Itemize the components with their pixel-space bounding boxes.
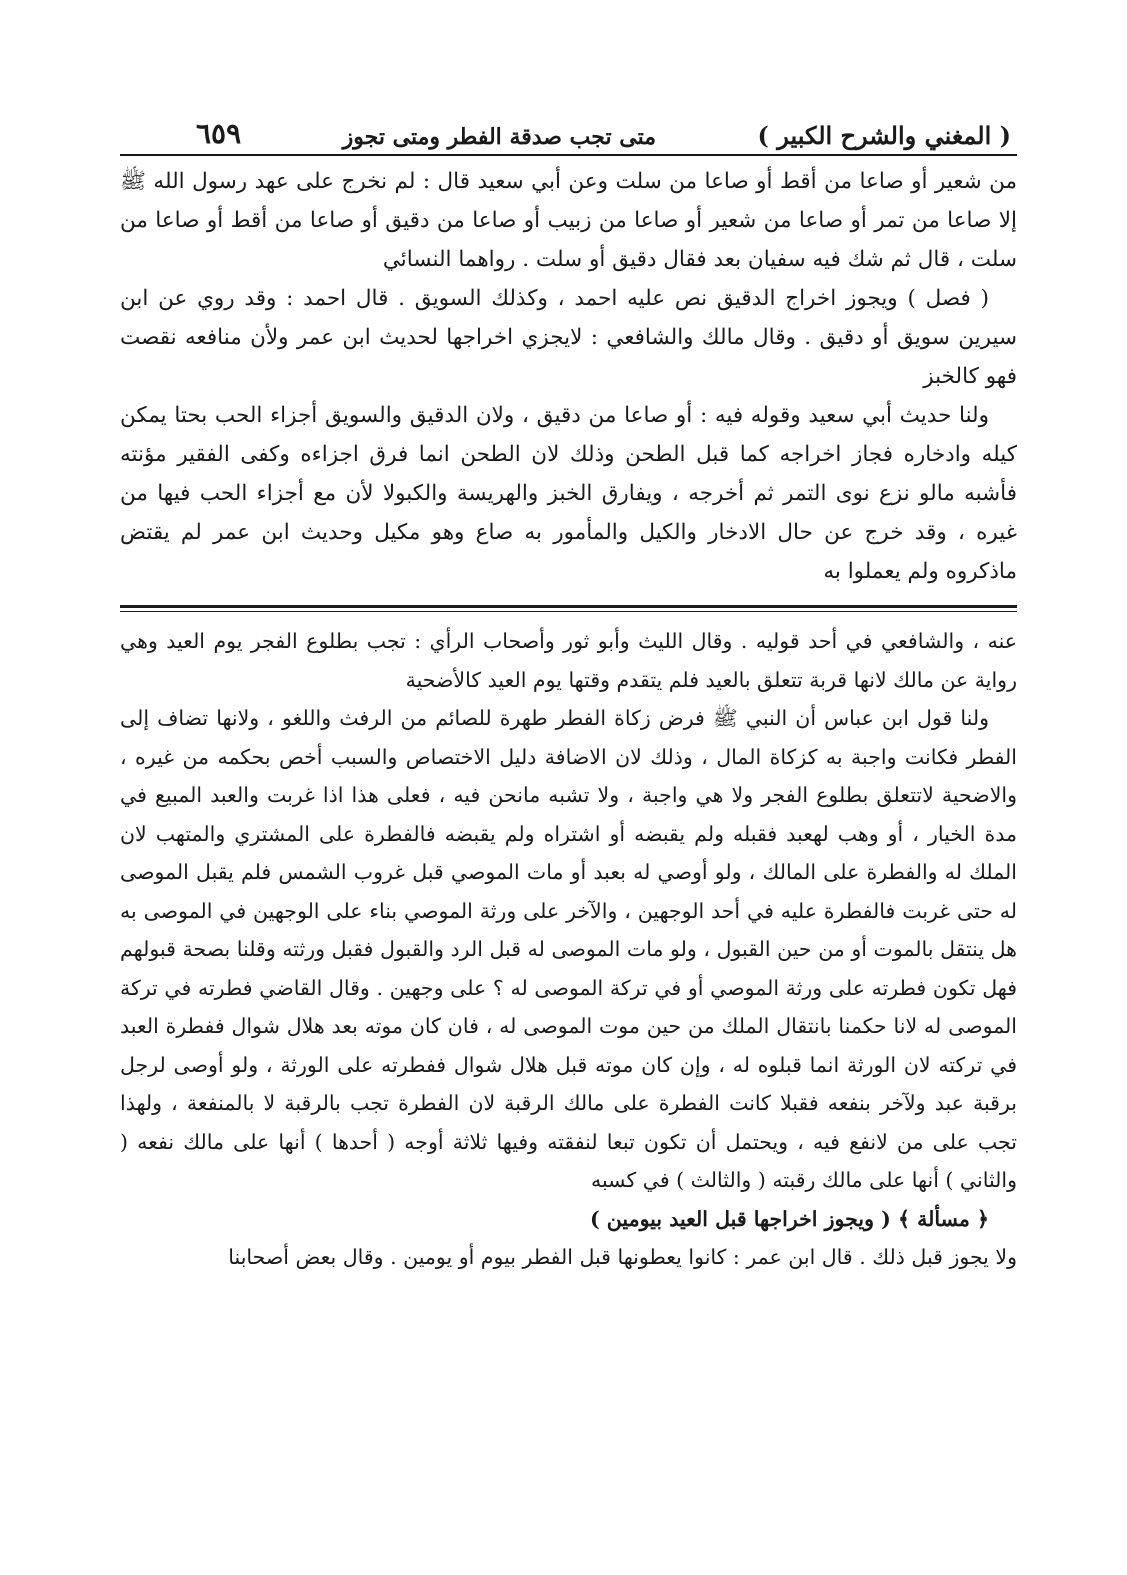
- divider-line-thin: [120, 611, 1017, 612]
- commentary-paragraph-2: ولنا قول ابن عباس أن النبي ﷺ فرض زكاة الفطر طهرة للصائم من الرفث واللغو ، ولانها تضاف إلى الفطر فكانت واجبة به كزكاة المال ، وذلك لان الاضافة دليل الاختصاص والسبب أخص بحكمه من غيره ، والاضحية لاتتعلق بطلوع الفجر ولا هي واجبة ، ولا تشبه مانحن فيه ، فعلى هذا اذا غربت والعبد المبيع في مدة الخيار ، أو وهب لهعبد فقبله ولم يقبضه أو اشتراه ولم يقبضه فالفطرة على المشتري والمتهب لان الملك له والفطرة على المالك ، ولو أوصي له بعبد أو مات الموصي قبل غروب الشمس فلم يقبل الموصى له حتى غربت فالفطرة عليه في أحد الوجهين ، والآخر على ورثة الموصي بناء على الوجهين في الموصى به هل ينتقل بالموت أو من حين القبول ، ولو مات الموصى له قبل الرد والقبول فقبل ورثته وقلنا بصحة قبولهم فهل تكون فطرته على ورثة الموصي أو في تركة الموصى له ؟ على وجهين . وقال القاضي فطرته في تركة الموصى له لانا حكمنا بانتقال الملك من حين موت الموصى له ، فان كان موته بعد هلال شوال ففطرة العبد في تركته لان الورثة انما قبلوه له ، وإن كان موته قبل هلال شوال ففطرته على الورثة ، ولو أوصى لرجل برقبة عبد ولآخر بنفعه فقبلا كانت الفطرة على مالك الرقبة لان الفطرة تجب بالرقبة لا بالمنفعة ، ولهذا تجب على من لانفع فيه ، ويحتمل أن تكون تبعا لنفقته وفيها ثلاثة أوجه ( أحدها ) أنها على مالك نفعه ( والثاني ) أنها على مالك رقبته ( والثالث ) في كسبه: [120, 706, 1017, 1192]
- main-text: [120, 162, 1017, 591]
- section-divider: [120, 605, 1017, 612]
- masala-heading: ﴿ مسألة ﴾ ( ويجوز اخراجها قبل العيد بيومين ): [589, 1206, 989, 1231]
- commentary-paragraph-3: ولا يجوز قبل ذلك . قال ابن عمر : كانوا يعطونها قبل الفطر بيوم أو يومين . وقال بعض أصحابنا: [228, 1245, 1017, 1269]
- divider-line-thick: [120, 605, 1017, 608]
- main-paragraph-3: ولنا حديث أبي سعيد وقوله فيه : أو صاعا من دقيق ، ولان الدقيق والسويق أجزاء الحب بحتا يمكن كيله وادخاره فجاز اخراجه كما قبل الطحن وذلك لان الطحن انما فرق اجزاءه وكفى الفقير مؤنته فأشبه مالو نزع نوى التمر ثم أخرجه ، ويفارق الخبز والهريسة والكبولا لأن مع أجزاء الحب فيها من غيره ، وقد خرج عن حال الادخار والكيل والمأمور به صاع وهو مكيل وحديث ابن عمر لم يقتض ماذكروه ولم يعملوا به: [120, 403, 1017, 584]
- page-header: [120, 108, 1017, 156]
- commentary-text: [120, 622, 1017, 1277]
- main-paragraph-1: من شعير أو صاعا من أقط أو صاعا من سلت وعن أبي سعيد قال : لم نخرج على عهد رسول الله ﷺ إلا صاعا من تمر أو صاعا من شعير أو صاعا من زبيب أو صاعا من دقيق أو صاعا من أقط أو صاعا من سلت ، قال ثم شك فيه سفيان بعد فقال دقيق أو سلت . رواهما النسائي: [120, 169, 1017, 272]
- page-number: ٦٥٩: [196, 117, 242, 150]
- commentary-paragraph-1: عنه ، والشافعي في أحد قوليه . وقال الليث وأبو ثور وأصحاب الرأي : تجب بطلوع الفجر يوم العيد وهي رواية عن مالك لانها قربة تتعلق بالعيد فلم يتقدم وقتها يوم العيد كالأضحية: [120, 629, 1017, 692]
- chapter-title: متى تجب صدقة الفطر ومتى تجوز: [342, 124, 656, 150]
- book-title: ( المغني والشرح الكبير ): [757, 121, 1011, 150]
- main-paragraph-2: ( فصل ) ويجوز اخراج الدقيق نص عليه احمد ، وكذلك السويق . قال احمد : وقد روي عن ابن سيرين سويق أو دقيق . وقال مالك والشافعي : لايجزي اخراجها لحديث ابن عمر ولأن منافعه نقصت فهو كالخبز: [120, 286, 1017, 389]
